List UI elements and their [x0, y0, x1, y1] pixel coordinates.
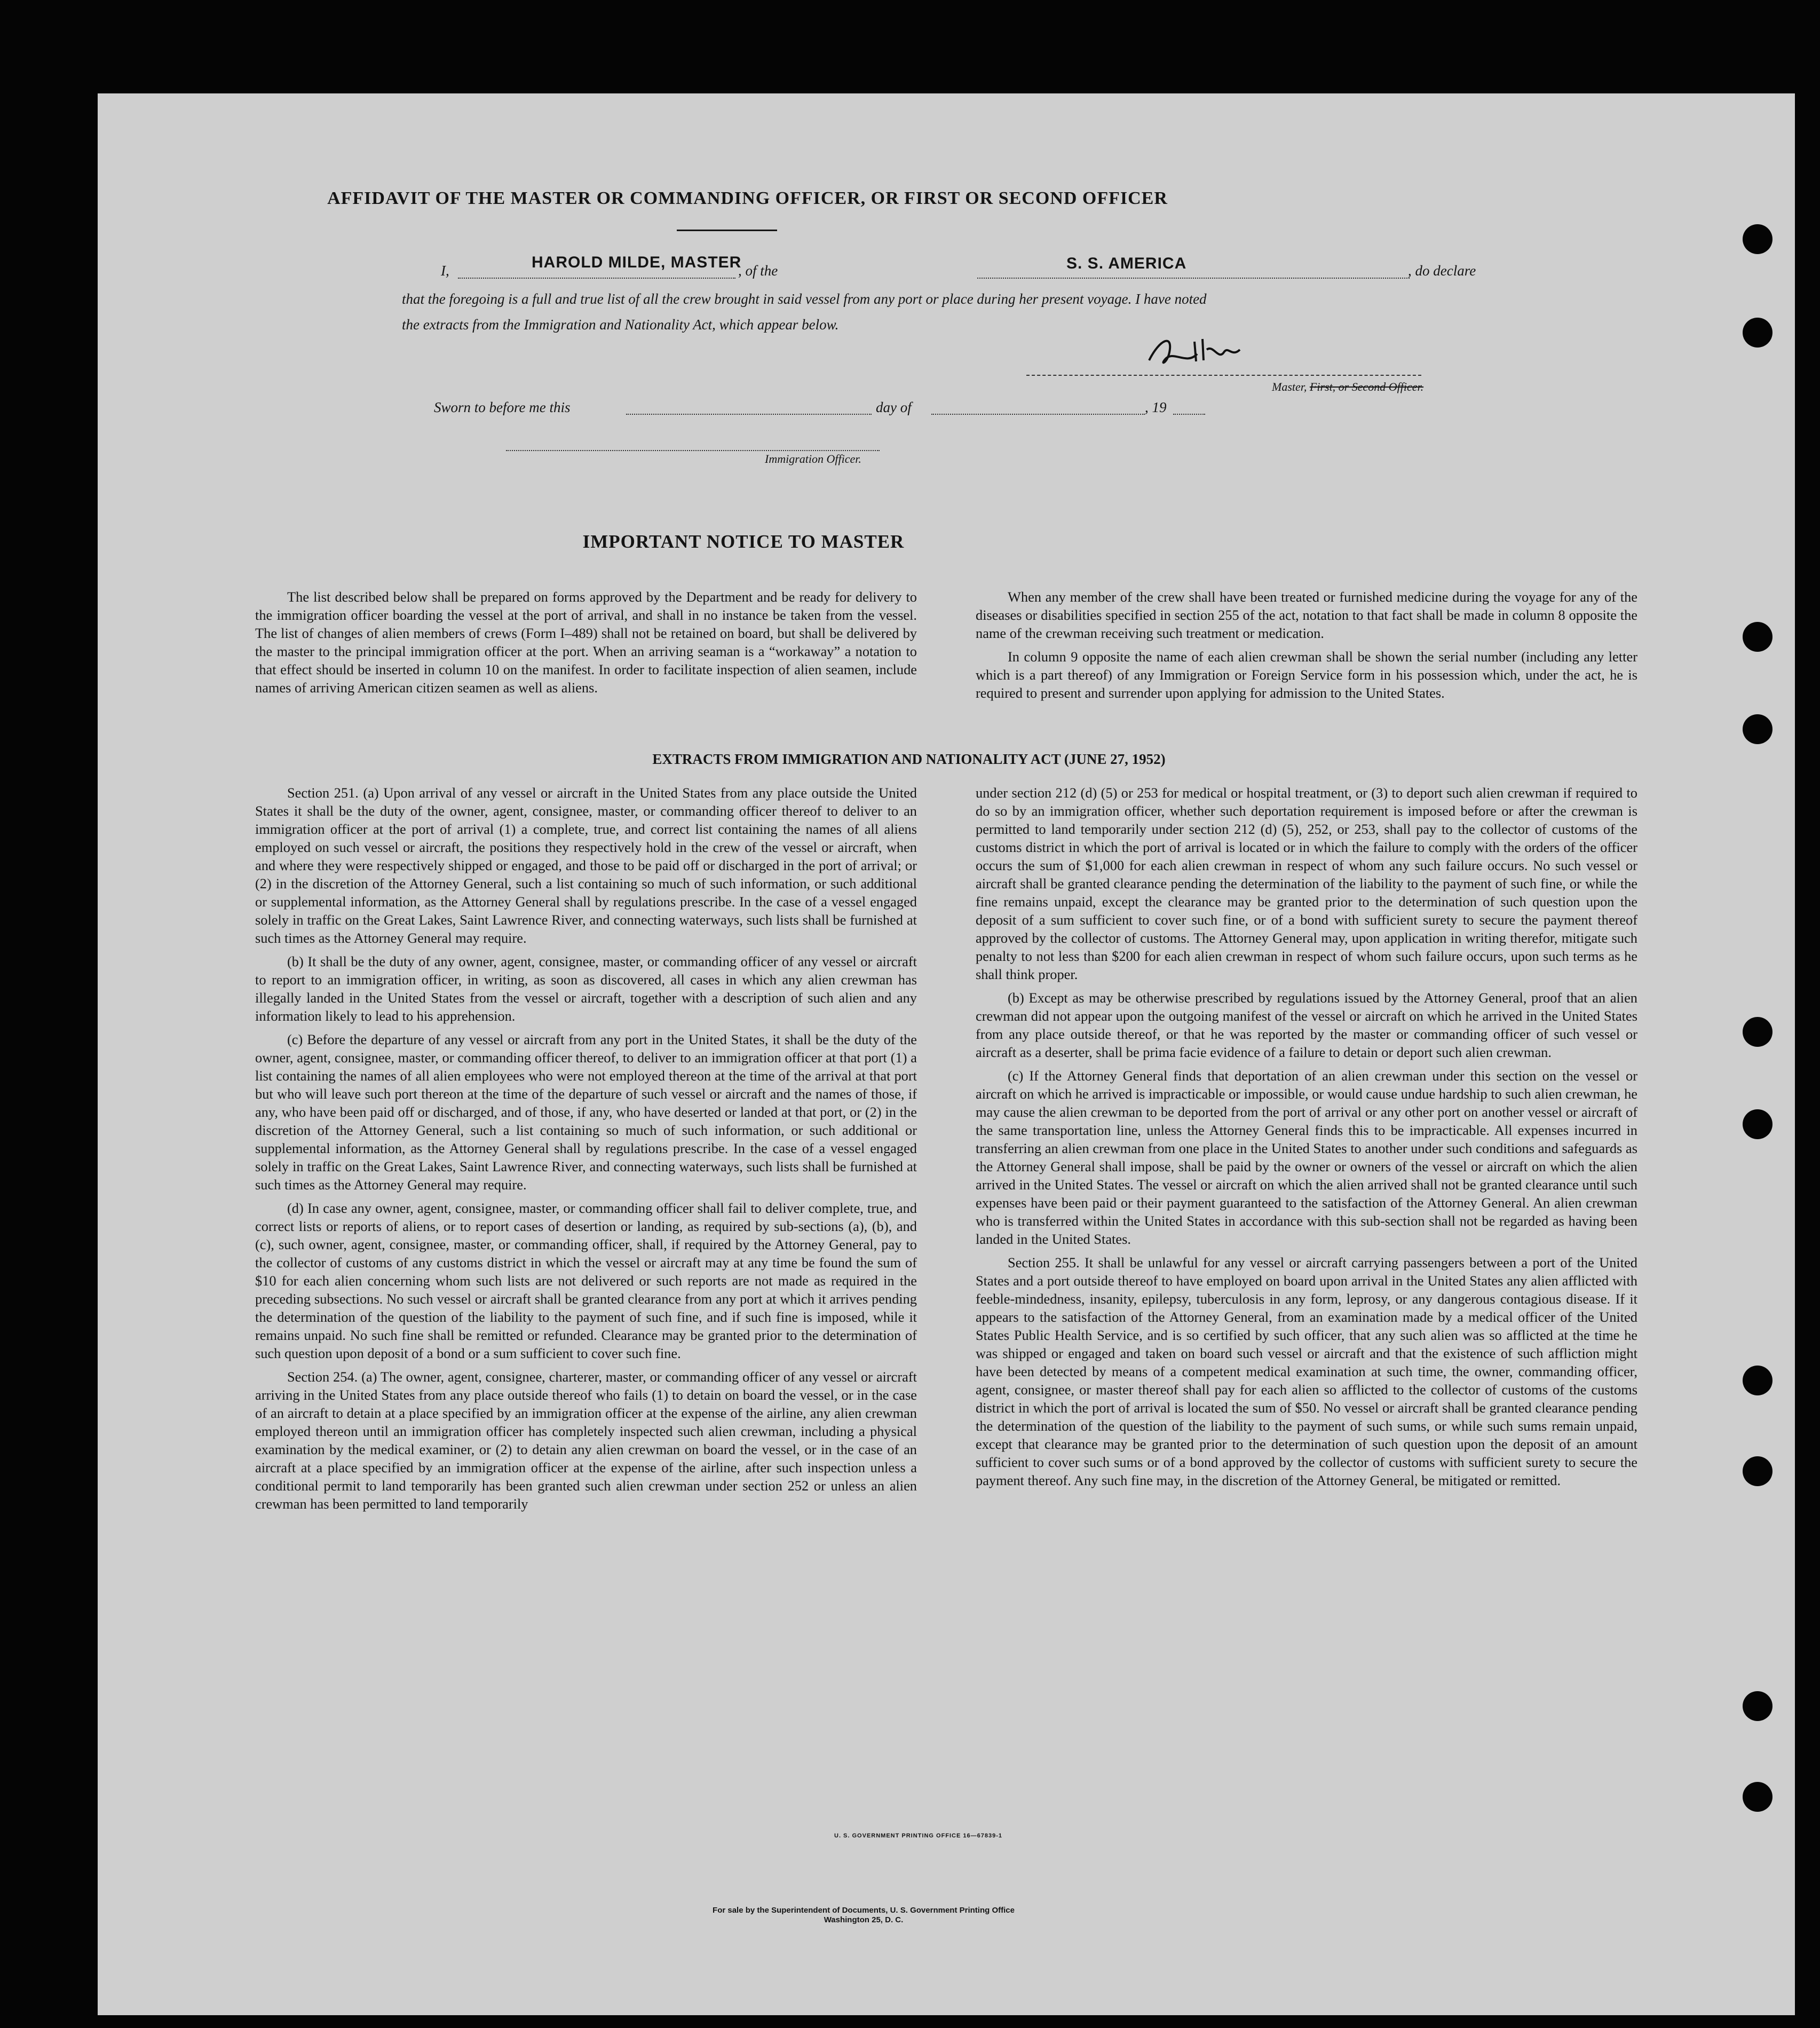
sworn-label: Sworn to before me this	[434, 399, 571, 415]
signature-caption	[1272, 380, 1423, 394]
footer-line-2: Washington 25, D. C.	[824, 1915, 904, 1924]
extracts-right-column	[976, 784, 1637, 1495]
title-rule	[677, 230, 777, 231]
caption-struck-officers: First, or Second Officer.	[1309, 380, 1424, 393]
notice-paragraph: When any member of the crew shall have been treated or furnished medicine during the voyage for any of the diseases or disabilities specified in section 255 of the act, notation to that fact shall be made in column 8 opposite the name of the crewman receiving such treatment or medication.	[976, 589, 1637, 641]
officer-signature-line	[506, 450, 880, 451]
notice-left-column	[255, 588, 917, 702]
sworn-day-line	[626, 414, 872, 415]
binder-hole	[1743, 1456, 1772, 1486]
printer-line: U. S. GOVERNMENT PRINTING OFFICE 16—67839-1	[834, 1833, 1003, 1839]
binder-hole	[1743, 1691, 1772, 1721]
act-paragraph: (b) Except as may be otherwise prescribed by regulations issued by the Attorney General, proof that an alien crewman did not appear upon the outgoing manifest of the vessel or aircraft on which he arrived in the United States from any place outside thereof, or that he was reported by the master or commanding officer of such vessel or aircraft as a deserter, shall be prima facie evidence of a failure to detain or deport such alien crewman.	[976, 990, 1637, 1060]
act-paragraph: (b) It shall be the duty of any owner, agent, consignee, master, or commanding officer of any vessel or aircraft to report to an immigration officer, in writing, as soon as discovered, all cases in which any alien crewman has illegally landed in the United States from the vessel or aircraft, together with a description of such alien and any information likely to lead to his apprehension.	[255, 953, 917, 1024]
statement-line-1: that the foregoing is a full and true list of all the crew brought in said vessel from any port or place during her present voyage. I have noted	[402, 291, 1207, 307]
act-paragraph: Section 254. (a) The owner, agent, consignee, charterer, master, or commanding officer of any vessel or aircraft arriving in the United States from any place outside thereof who fails (1) to detain on board the vessel, or in the case of an aircraft to detain at a place specified by an immigration officer at the expense of the airline, any alien crewman employed thereon until an immigration officer has completely inspected such alien crewman, including a physical examination by the medical examiner, or (2) to detain any alien crewman on board the vessel, or in the case of an aircraft at a place specified by an immigration officer at the expense of the airline, after such inspection unless a conditional permit to land temporarily has been granted such alien crewman under section 252 or unless an alien crewman has been permitted to land temporarily	[255, 1369, 917, 1512]
binder-hole	[1743, 1109, 1772, 1139]
officer-caption: Immigration Officer.	[765, 452, 861, 465]
signature-line	[1026, 375, 1421, 376]
label-do-declare: , do declare	[1408, 263, 1476, 279]
vessel-name-value: S. S. AMERICA	[1066, 255, 1187, 272]
statement-line-2: the extracts from the Immigration and Nationality Act, which appear below.	[402, 317, 839, 333]
year-label: , 19	[1145, 399, 1167, 415]
master-name-line	[458, 278, 735, 279]
sworn-month-line	[931, 414, 1145, 415]
binder-hole	[1743, 224, 1772, 254]
master-signature	[1144, 328, 1251, 376]
footer-line-1: For sale by the Superintendent of Documents, U. S. Government Printing Office	[713, 1906, 1015, 1915]
notice-paragraph: In column 9 opposite the name of each alien crewman shall be shown the serial number (including any letter which is a part thereof) of any Immigration or Foreign Service form in his possession which, under the act, he is required to present and surrender upon applying for admission to the United States.	[976, 649, 1637, 701]
label-i: I,	[441, 263, 449, 279]
act-paragraph: Section 255. It shall be unlawful for any vessel or aircraft carrying passengers between a port of the United States and a port outside thereof to have employed on board upon arrival in the United States any alien afflicted with feeble-mindedness, insanity, epilepsy, tuberculosis in any form, leprosy, or any dangerous contagious disease. If it appears to the satisfaction of the Attorney General, from an examination made by a medical officer of the United States Public Health Service, and is so certified by such officer, that any such alien was so afflicted at the time he was shipped or engaged and taken on board such vessel or aircraft and that the existence of such affliction might have been detected by means of a competent medical examination at such time, the owner, commanding officer, agent, consignee, or master thereof shall pay for each alien so afflicted to the collector of customs of the customs district in which the port of arrival is located the sum of $50. No vessel or aircraft shall be granted clearance pending the determination of the question of the liability to the payment of such sums, or while such sums remain unpaid, except that clearance may be granted prior to the determination of such question upon the deposit of an amount sufficient to cover such sums or of a bond approved by the collector of customs with sufficient surety to secure the payment thereof. Any such fine may, in the discretion of the Attorney General, be mitigated or remitted.	[976, 1254, 1637, 1488]
binder-hole	[1743, 1017, 1772, 1047]
act-paragraph: (d) In case any owner, agent, consignee, master, or commanding officer shall fail to deliver complete, true, and correct lists or reports of aliens, or to report cases of desertion or landing, as required by sub-sections (a), (b), and (c), such owner, agent, consignee, master, or commanding officer, shall, if required by the Attorney General, pay to the collector of customs of any customs district in which the vessel or aircraft may at any time be found the sum of $10 for each alien concerning whom such lists are not delivered or such reports are not made as required in the preceding subsections. No such vessel or aircraft shall be granted clearance from any port at which it arrives pending the determination of the question of the liability to the payment of such fine, and if such fine is imposed, while it remains unpaid. No such fine shall be remitted or refunded. Clearance may be granted prior to the determination of such question upon deposit of a bond or a sum sufficient to cover such fine.	[255, 1200, 917, 1361]
act-paragraph: (c) Before the departure of any vessel or aircraft from any port in the United States, it shall be the duty of the owner, agent, consignee, master, or commanding officer thereof, to deliver to an immigration officer at that port (1) a list containing the names of all alien employees who were not employed thereon at the time of the arrival at that port but who will leave such port thereon at the time of the departure of such vessel or aircraft and the names of those, if any, who have been paid off or discharged, and of those, if any, who have deserted or landed at that port, or (2) in the discretion of the Attorney General, such a list containing so much of such information, or such additional or supplemental information, as the Attorney General shall by regulations prescribe. In the case of a vessel engaged solely in traffic on the Great Lakes, Saint Lawrence River, and connecting waterways, such lists shall be furnished at such times as the Attorney General may require.	[255, 1031, 917, 1193]
binder-hole	[1743, 1366, 1772, 1395]
act-paragraph: Section 251. (a) Upon arrival of any vessel or aircraft in the United States from any place outside the United States it shall be the duty of the owner, agent, consignee, master, or commanding officer thereof to deliver to an immigration officer at the port of arrival (1) a complete, true, and correct list containing the names of all aliens employed on such vessel or aircraft, the positions they respectively hold in the crew of the vessel or aircraft, when and where they were respectively shipped or engaged, and those to be paid off or discharged in the port of arrival; or (2) in the discretion of the Attorney General, such a list containing so much of such information, or such additional or supplemental information, as the Attorney General shall by regulations prescribe. In the case of a vessel engaged solely in traffic on the Great Lakes, Saint Lawrence River, and connecting waterways, such lists shall be furnished at such times as the Attorney General may require.	[255, 785, 917, 946]
form-page	[98, 93, 1795, 2015]
vessel-name-line	[977, 278, 1410, 279]
act-paragraph: under section 212 (d) (5) or 253 for medical or hospital treatment, or (3) to deport such alien crewman if required to do so by an immigration officer, whether such deportation requirement is imposed before or after the crewman is permitted to land temporarily under section 212 (d) (5), 252, or 253, shall pay to the collector of customs of the customs district in which the port of arrival is located or in which the failure to comply with the orders of the officer occurs the sum of $1,000 for each alien crewman in respect of whom any such failure occurs. No such vessel or aircraft shall be granted clearance pending the determination of the liability to the payment of such fine, or while the fine remains unpaid, except the clearance may be granted prior to the determination of such question upon the deposit of a sum sufficient to cover such fine, or of a bond with sufficient surety to secure the payment thereof approved by the collector of customs. The Attorney General may, upon application in writing therefor, mitigate such penalty to not less than $200 for each alien crewman in respect of whom such failure occurs, upon such terms as he shall think proper.	[976, 785, 1637, 982]
notice-paragraph: The list described below shall be prepared on forms approved by the Department and be ready for delivery to the immigration officer boarding the vessel at the port of arrival, and shall in no instance be taken from the vessel. The list of changes of alien members of crews (Form I–489) shall not be retained on board, but shall be delivered by the master to the principal immigration officer at the port. When an arriving seaman is a “workaway” a notation to that effect should be inserted in column 10 on the manifest. In order to facilitate inspection of alien seamen, include names of arriving American citizen seamen as well as aliens.	[255, 589, 917, 696]
sworn-year-line	[1173, 414, 1205, 415]
binder-hole	[1743, 318, 1772, 348]
binder-hole	[1743, 714, 1772, 744]
day-of-label: day of	[876, 399, 912, 415]
caption-master: Master,	[1272, 380, 1307, 393]
affidavit-title: AFFIDAVIT OF THE MASTER OR COMMANDING OFFICER, OR FIRST OR SECOND OFFICER	[327, 188, 1168, 208]
notice-right-column	[976, 588, 1637, 707]
binder-hole	[1743, 622, 1772, 652]
extracts-title: EXTRACTS FROM IMMIGRATION AND NATIONALITY ACT (JUNE 27, 1952)	[652, 751, 1166, 767]
sale-footer	[98, 1906, 1629, 1925]
notice-title: IMPORTANT NOTICE TO MASTER	[582, 531, 905, 552]
act-paragraph: (c) If the Attorney General finds that deportation of an alien crewman under this section on the vessel or aircraft on which he arrived is impracticable or impossible, or would cause undue hardship to such alien crewman, he may cause the alien crewman to be deported from the port of arrival or any other port on another vessel or aircraft of the same transportation line, unless the Attorney General finds this to be impracticable. All expenses incurred in transferring an alien crewman from one place in the United States to another under such conditions and safeguards as the Attorney General shall impose, shall be paid by the owner or owners of the vessel or aircraft on which the alien arrived in the United States. The vessel or aircraft on which the alien arrived shall not be granted clearance until such expenses have been paid or their payment guaranteed to the satisfaction of the Attorney General. An alien crewman who is transferred within the United States in accordance with this sub-section shall not be regarded as having been landed in the United States.	[976, 1068, 1637, 1247]
label-of-the: , of the	[738, 263, 778, 279]
binder-hole	[1743, 1782, 1772, 1812]
extracts-left-column	[255, 784, 917, 1518]
master-name-value: HAROLD MILDE, MASTER	[532, 254, 742, 271]
